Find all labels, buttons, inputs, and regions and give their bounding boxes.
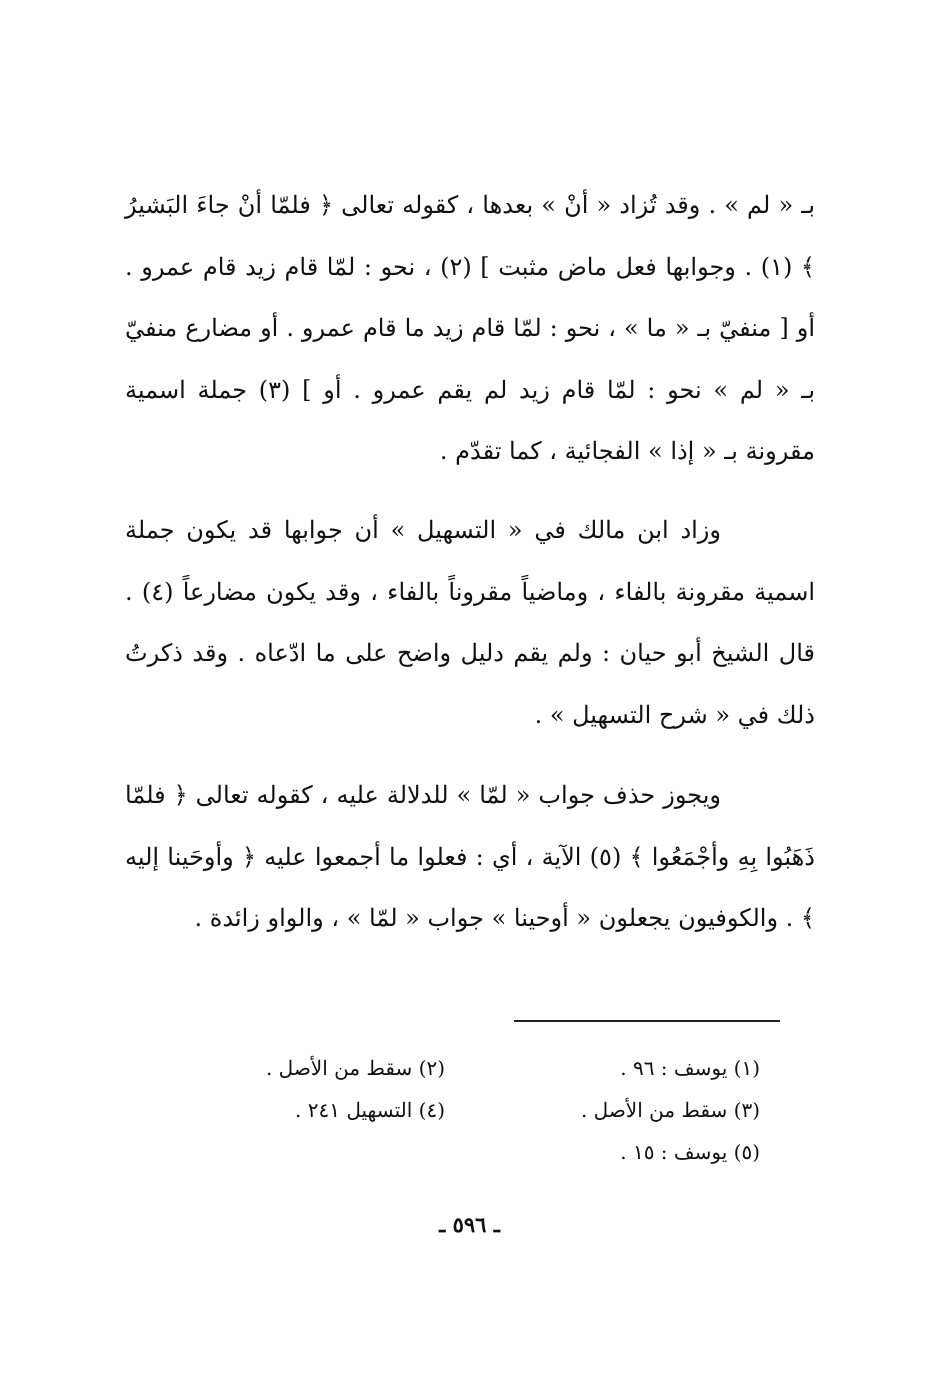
paragraph-3 — [125, 765, 815, 950]
footnote-4: (٤) التسهيل ٢٤١ . — [295, 1098, 445, 1122]
footnotes — [170, 1048, 760, 1172]
paragraph-1 — [125, 175, 815, 483]
paragraph-2 — [125, 500, 815, 746]
footnote-3: (٣) سقط من الأصل . — [580, 1098, 760, 1122]
footnote-separator — [514, 1020, 780, 1022]
paragraph-1-text: بـ « لم » . وقد تُزاد « أنْ » بعدها ، كقوله تعالى ﴿ فلمّا أنْ جاءَ البَشيرُ ﴾ (١) . وجوابها فعل ماض مثبت ] (٢) ، نحو : لمّا قام زيد قام عمرو . أو [ منفيّ بـ « ما » ، نحو : لمّا قام زيد ما قام عمرو . أو مضارع منفيّ بـ « لم » نحو : لمّا قام زيد لم يقم عمرو . أو ] (٣) جملة اسمية مقرونة بـ « إذا » الفجائية ، كما تقدّم . — [125, 191, 816, 465]
footnote-2: (٢) سقط من الأصل . — [265, 1056, 445, 1080]
paragraph-3-text: ويجوز حذف جواب « لمّا » للدلالة عليه ، كقوله تعالى ﴿ فلمّا ذَهَبُوا بِهِ وأجْمَعُوا ﴾ (٥) الآية ، أي : فعلوا ما أجمعوا عليه ﴿ وأوحَينا إليه ﴾ . والكوفيون يجعلون « أوحينا » جواب « لمّا » ، والواو زائدة . — [125, 781, 815, 932]
paragraph-2-text: وزاد ابن مالك في « التسهيل » أن جوابها قد يكون جملة اسمية مقرونة بالفاء ، وماضياً مقروناً بالفاء ، وقد يكون مضارعاً (٤) . قال الشيخ أبو حيان : ولم يقم دليل واضح على ما ادّعاه . وقد ذكرتُ ذلك في « شرح التسهيل » . — [125, 516, 815, 729]
page-number: ـ ٥٩٦ ـ — [439, 1212, 500, 1237]
footnote-5: (٥) يوسف : ١٥ . — [620, 1140, 760, 1164]
footnote-1: (١) يوسف : ٩٦ . — [620, 1056, 760, 1080]
